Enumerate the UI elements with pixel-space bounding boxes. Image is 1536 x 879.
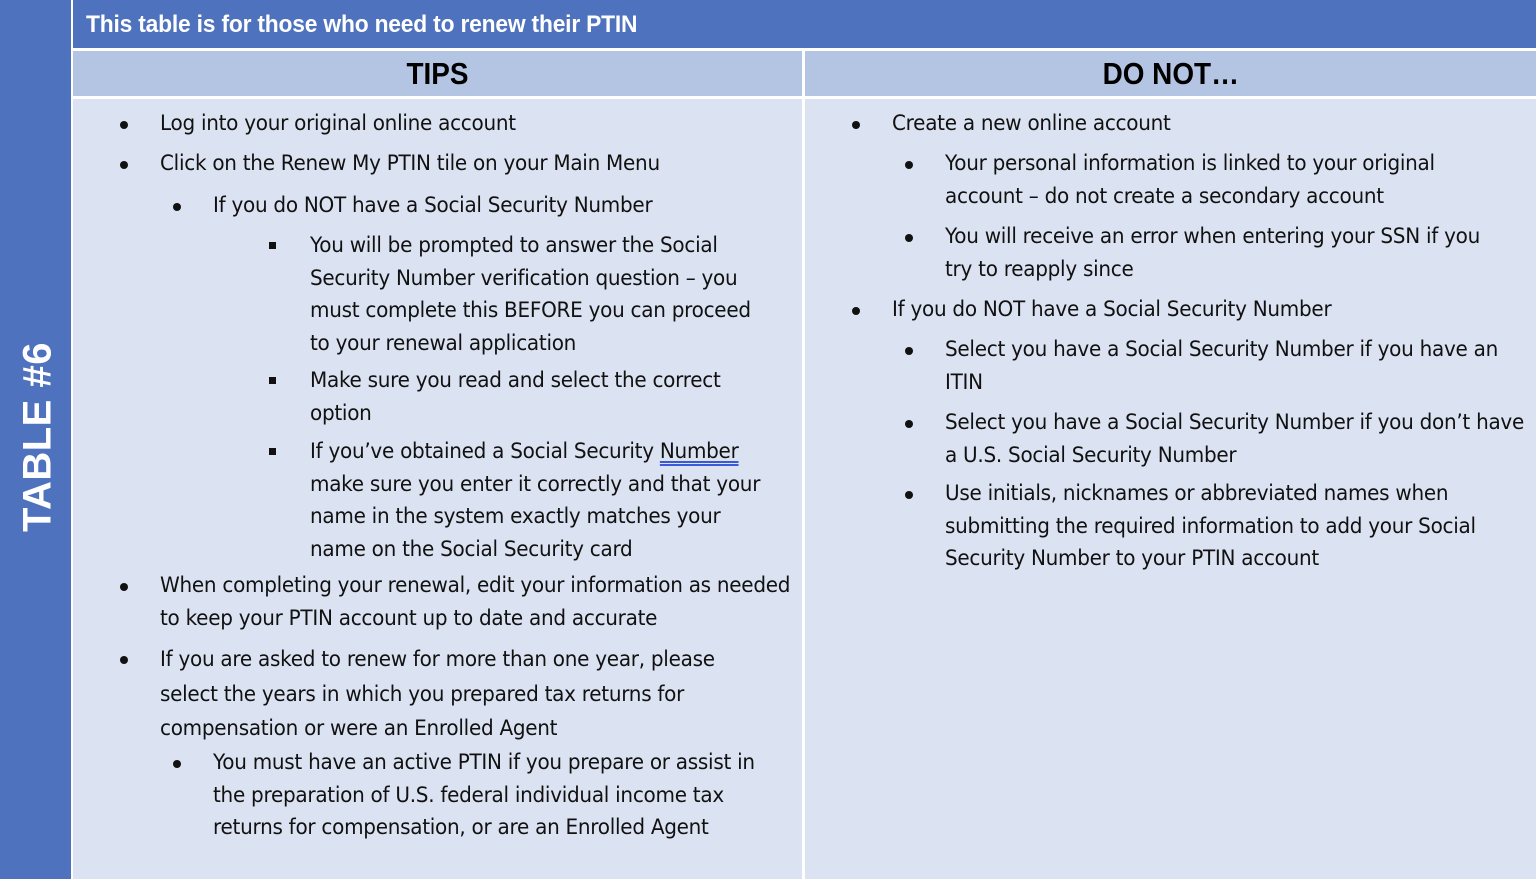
bullet-disc-icon (905, 420, 913, 428)
list-item: You will receive an error when entering your SSN if you try to reapply since (945, 224, 1480, 282)
list-item: You must have an active PTIN if you prepare or assist in the preparation of U.S. federal individual income tax returns for compensation, or are an Enrolled Agent (213, 750, 755, 840)
list-item: If you’ve obtained a Social Security Number make sure you enter it correctly and that your name in the system exactly matches your name on the Social Security card (310, 439, 761, 562)
list-item: Select you have a Social Security Number if you don’t have a U.S. Social Security Number (945, 410, 1525, 468)
side-band (0, 0, 71, 879)
table-number-label: TABLE #6 (15, 342, 60, 532)
list-item: Use initials, nicknames or abbreviated names when submitting the required information to add your Social Security Number to your PTIN account (945, 481, 1476, 571)
list-item: Your personal information is linked to your original account – do not create a secondary account (945, 151, 1435, 209)
list-item: If you are asked to renew for more than one year, please select the years in which you prepared tax returns for compensation or were an Enrolled Agent (160, 647, 715, 741)
bullet-disc-icon (852, 121, 860, 129)
list-item: Make sure you read and select the correct option (310, 368, 721, 426)
bullet-disc-icon (120, 583, 128, 591)
list-item: If you do NOT have a Social Security Number (213, 193, 653, 218)
list-item: You will be prompted to answer the Social Security Number verification question – you must complete this BEFORE you can proceed to your renewal application (310, 233, 751, 356)
donot-column (805, 99, 1536, 879)
bullet-disc-icon (173, 760, 181, 768)
bullet-disc-icon (905, 347, 913, 355)
bullet-disc-icon (905, 161, 913, 169)
tips-header-label: TIPS (406, 55, 469, 91)
bullet-square-icon (269, 377, 276, 384)
bullet-disc-icon (173, 203, 181, 211)
list-item: If you do NOT have a Social Security Number (892, 297, 1332, 322)
bullet-disc-icon (120, 121, 128, 129)
tips-column-header (73, 51, 802, 96)
donot-header-label: DO NOT… (1102, 55, 1239, 91)
bullet-disc-icon (852, 307, 860, 315)
bullet-disc-icon (905, 234, 913, 242)
tips-column (73, 99, 802, 879)
list-item: Create a new online account (892, 111, 1171, 136)
bullet-disc-icon (905, 491, 913, 499)
list-item: Log into your original online account (160, 111, 516, 136)
bullet-square-icon (269, 448, 276, 455)
bullet-square-icon (269, 242, 276, 249)
list-item: When completing your renewal, edit your information as needed to keep your PTIN account up to date and accurate (160, 573, 791, 631)
list-item: Select you have a Social Security Number if you have an ITIN (945, 337, 1498, 395)
donot-column-header (805, 51, 1536, 96)
bullet-disc-icon (120, 656, 128, 664)
spellcheck-underlined-word: Number (659, 439, 739, 464)
table-title-bar (73, 0, 1536, 48)
table-title: This table is for those who need to renew their PTIN (86, 11, 638, 38)
list-item: Click on the Renew My PTIN tile on your Main Menu (160, 151, 660, 176)
bullet-disc-icon (120, 161, 128, 169)
